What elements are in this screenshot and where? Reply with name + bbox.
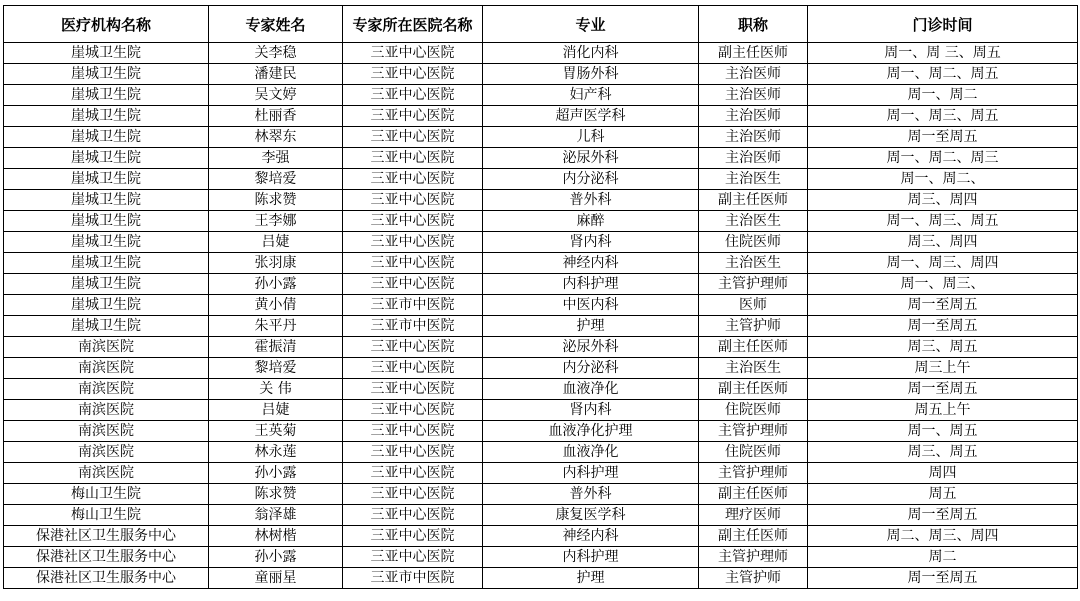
table-row: [4, 274, 1078, 295]
cell-specialty: 护理: [483, 568, 699, 589]
cell-expert-hospital: 三亚市中医院: [343, 295, 483, 316]
cell-expert-name: 童丽星: [209, 568, 343, 589]
cell-specialty: 胃肠外科: [483, 64, 699, 85]
cell-institution: 崖城卫生院: [4, 64, 209, 85]
cell-institution: 崖城卫生院: [4, 232, 209, 253]
cell-title: 副主任医师: [699, 379, 808, 400]
cell-specialty: 康复医学科: [483, 505, 699, 526]
table-row: [4, 190, 1078, 211]
cell-expert-hospital: 三亚中心医院: [343, 232, 483, 253]
cell-expert-name: 黄小倩: [209, 295, 343, 316]
cell-clinic-time: 周一、周三、: [808, 274, 1078, 295]
table-row: [4, 547, 1078, 568]
header-title: 职称: [699, 6, 808, 43]
cell-institution: 南滨医院: [4, 463, 209, 484]
cell-expert-hospital: 三亚中心医院: [343, 85, 483, 106]
cell-specialty: 内科护理: [483, 547, 699, 568]
table-row: [4, 379, 1078, 400]
cell-institution: 南滨医院: [4, 421, 209, 442]
cell-institution: 南滨医院: [4, 337, 209, 358]
cell-expert-name: 黎培爱: [209, 169, 343, 190]
cell-expert-name: 孙小露: [209, 463, 343, 484]
cell-specialty: 肾内科: [483, 400, 699, 421]
cell-clinic-time: 周二: [808, 547, 1078, 568]
cell-clinic-time: 周三、周四: [808, 190, 1078, 211]
cell-title: 主治医生: [699, 211, 808, 232]
cell-expert-hospital: 三亚中心医院: [343, 253, 483, 274]
cell-expert-hospital: 三亚中心医院: [343, 463, 483, 484]
cell-clinic-time: 周一至周五: [808, 127, 1078, 148]
cell-institution: 保港社区卫生服务中心: [4, 547, 209, 568]
cell-expert-name: 陈求赞: [209, 190, 343, 211]
cell-specialty: 内分泌科: [483, 169, 699, 190]
cell-expert-name: 霍振清: [209, 337, 343, 358]
cell-expert-hospital: 三亚中心医院: [343, 274, 483, 295]
cell-clinic-time: 周三、周五: [808, 442, 1078, 463]
header-row: [4, 6, 1078, 43]
cell-institution: 崖城卫生院: [4, 106, 209, 127]
cell-specialty: 内分泌科: [483, 358, 699, 379]
cell-expert-hospital: 三亚中心医院: [343, 505, 483, 526]
cell-expert-hospital: 三亚中心医院: [343, 526, 483, 547]
cell-expert-name: 李强: [209, 148, 343, 169]
table-row: [4, 463, 1078, 484]
cell-expert-hospital: 三亚中心医院: [343, 337, 483, 358]
cell-expert-hospital: 三亚中心医院: [343, 400, 483, 421]
table-row: [4, 64, 1078, 85]
cell-specialty: 麻醉: [483, 211, 699, 232]
cell-clinic-time: 周一、周五: [808, 421, 1078, 442]
cell-title: 副主任医师: [699, 337, 808, 358]
cell-institution: 崖城卫生院: [4, 148, 209, 169]
cell-specialty: 血液净化护理: [483, 421, 699, 442]
cell-expert-hospital: 三亚中心医院: [343, 421, 483, 442]
cell-expert-hospital: 三亚中心医院: [343, 43, 483, 64]
cell-specialty: 内科护理: [483, 274, 699, 295]
cell-expert-hospital: 三亚中心医院: [343, 148, 483, 169]
header-specialty: 专业: [483, 6, 699, 43]
table-row: [4, 211, 1078, 232]
cell-institution: 崖城卫生院: [4, 295, 209, 316]
cell-title: 主治医生: [699, 253, 808, 274]
cell-institution: 崖城卫生院: [4, 190, 209, 211]
cell-expert-hospital: 三亚市中医院: [343, 568, 483, 589]
cell-institution: 崖城卫生院: [4, 43, 209, 64]
cell-specialty: 血液净化: [483, 442, 699, 463]
header-clinic-time: 门诊时间: [808, 6, 1078, 43]
cell-specialty: 超声医学科: [483, 106, 699, 127]
cell-clinic-time: 周一、周二、周三: [808, 148, 1078, 169]
table-row: [4, 568, 1078, 589]
cell-title: 主治医师: [699, 85, 808, 106]
cell-title: 主管护理师: [699, 547, 808, 568]
cell-title: 理疗医师: [699, 505, 808, 526]
cell-expert-hospital: 三亚中心医院: [343, 358, 483, 379]
table-row: [4, 505, 1078, 526]
table-row: [4, 358, 1078, 379]
header-expert-name: 专家姓名: [209, 6, 343, 43]
cell-title: 主管护理师: [699, 421, 808, 442]
table-row: [4, 400, 1078, 421]
table-row: [4, 337, 1078, 358]
cell-institution: 崖城卫生院: [4, 211, 209, 232]
cell-expert-hospital: 三亚中心医院: [343, 547, 483, 568]
cell-institution: 保港社区卫生服务中心: [4, 568, 209, 589]
cell-specialty: 泌尿外科: [483, 148, 699, 169]
cell-title: 副主任医师: [699, 526, 808, 547]
cell-expert-hospital: 三亚中心医院: [343, 211, 483, 232]
cell-clinic-time: 周一至周五: [808, 379, 1078, 400]
cell-institution: 崖城卫生院: [4, 169, 209, 190]
cell-specialty: 神经内科: [483, 253, 699, 274]
cell-institution: 崖城卫生院: [4, 85, 209, 106]
table-row: [4, 148, 1078, 169]
table-row: [4, 421, 1078, 442]
cell-title: 医师: [699, 295, 808, 316]
cell-expert-name: 潘建民: [209, 64, 343, 85]
cell-title: 住院医师: [699, 232, 808, 253]
cell-institution: 南滨医院: [4, 400, 209, 421]
cell-clinic-time: 周一、周三、周四: [808, 253, 1078, 274]
cell-clinic-time: 周三、周四: [808, 232, 1078, 253]
cell-expert-name: 朱平丹: [209, 316, 343, 337]
table-row: [4, 85, 1078, 106]
cell-clinic-time: 周一、周三、周五: [808, 106, 1078, 127]
cell-specialty: 护理: [483, 316, 699, 337]
cell-specialty: 神经内科: [483, 526, 699, 547]
cell-institution: 南滨医院: [4, 358, 209, 379]
cell-title: 主治医生: [699, 169, 808, 190]
table-row: [4, 232, 1078, 253]
cell-clinic-time: 周一、周二、周五: [808, 64, 1078, 85]
cell-title: 主管护师: [699, 568, 808, 589]
cell-expert-name: 林永莲: [209, 442, 343, 463]
cell-clinic-time: 周一、周二: [808, 85, 1078, 106]
cell-specialty: 妇产科: [483, 85, 699, 106]
cell-expert-hospital: 三亚中心医院: [343, 379, 483, 400]
cell-title: 主治医师: [699, 106, 808, 127]
cell-institution: 梅山卫生院: [4, 505, 209, 526]
cell-clinic-time: 周一、周三、周五: [808, 211, 1078, 232]
cell-clinic-time: 周五上午: [808, 400, 1078, 421]
cell-expert-name: 吴文婷: [209, 85, 343, 106]
table-row: [4, 484, 1078, 505]
cell-specialty: 儿科: [483, 127, 699, 148]
table-row: [4, 253, 1078, 274]
cell-institution: 崖城卫生院: [4, 253, 209, 274]
cell-expert-name: 翁泽雄: [209, 505, 343, 526]
cell-expert-hospital: 三亚中心医院: [343, 169, 483, 190]
cell-expert-name: 吕婕: [209, 232, 343, 253]
cell-expert-hospital: 三亚中心医院: [343, 106, 483, 127]
cell-expert-hospital: 三亚中心医院: [343, 190, 483, 211]
header-expert-hospital: 专家所在医院名称: [343, 6, 483, 43]
cell-expert-name: 张羽康: [209, 253, 343, 274]
cell-expert-name: 林树楷: [209, 526, 343, 547]
cell-specialty: 普外科: [483, 484, 699, 505]
cell-institution: 保港社区卫生服务中心: [4, 526, 209, 547]
table-row: [4, 316, 1078, 337]
cell-specialty: 血液净化: [483, 379, 699, 400]
cell-institution: 梅山卫生院: [4, 484, 209, 505]
cell-specialty: 普外科: [483, 190, 699, 211]
table-row: [4, 127, 1078, 148]
cell-expert-name: 吕婕: [209, 400, 343, 421]
cell-specialty: 泌尿外科: [483, 337, 699, 358]
cell-clinic-time: 周一至周五: [808, 316, 1078, 337]
cell-clinic-time: 周三上午: [808, 358, 1078, 379]
cell-specialty: 中医内科: [483, 295, 699, 316]
table-row: [4, 442, 1078, 463]
cell-expert-name: 孙小露: [209, 274, 343, 295]
cell-clinic-time: 周三、周五: [808, 337, 1078, 358]
cell-title: 副主任医师: [699, 190, 808, 211]
table-row: [4, 106, 1078, 127]
table-row: [4, 43, 1078, 64]
cell-specialty: 消化内科: [483, 43, 699, 64]
cell-expert-name: 王英菊: [209, 421, 343, 442]
cell-expert-name: 黎培爱: [209, 358, 343, 379]
cell-expert-hospital: 三亚中心医院: [343, 127, 483, 148]
clinic-schedule-table: [3, 5, 1078, 589]
cell-expert-name: 陈求赞: [209, 484, 343, 505]
cell-clinic-time: 周四: [808, 463, 1078, 484]
header-institution: 医疗机构名称: [4, 6, 209, 43]
table-body: [4, 43, 1078, 589]
cell-title: 住院医师: [699, 442, 808, 463]
cell-clinic-time: 周一、周二、: [808, 169, 1078, 190]
cell-institution: 崖城卫生院: [4, 274, 209, 295]
cell-expert-name: 关李稳: [209, 43, 343, 64]
cell-expert-name: 王李娜: [209, 211, 343, 232]
cell-expert-hospital: 三亚中心医院: [343, 442, 483, 463]
cell-clinic-time: 周二、周三、周四: [808, 526, 1078, 547]
cell-title: 副主任医师: [699, 484, 808, 505]
cell-clinic-time: 周一至周五: [808, 505, 1078, 526]
cell-institution: 南滨医院: [4, 442, 209, 463]
cell-institution: 崖城卫生院: [4, 127, 209, 148]
cell-specialty: 内科护理: [483, 463, 699, 484]
cell-clinic-time: 周五: [808, 484, 1078, 505]
cell-expert-name: 林翠东: [209, 127, 343, 148]
cell-title: 住院医师: [699, 400, 808, 421]
cell-title: 主管护理师: [699, 463, 808, 484]
table-row: [4, 295, 1078, 316]
cell-expert-hospital: 三亚中心医院: [343, 64, 483, 85]
cell-title: 主治医师: [699, 127, 808, 148]
cell-clinic-time: 周一、周 三、周五: [808, 43, 1078, 64]
cell-title: 副主任医师: [699, 43, 808, 64]
cell-specialty: 肾内科: [483, 232, 699, 253]
cell-institution: 南滨医院: [4, 379, 209, 400]
cell-title: 主治医师: [699, 64, 808, 85]
cell-expert-hospital: 三亚市中医院: [343, 316, 483, 337]
cell-title: 主治医生: [699, 358, 808, 379]
cell-clinic-time: 周一至周五: [808, 295, 1078, 316]
cell-title: 主治医师: [699, 148, 808, 169]
cell-title: 主管护理师: [699, 274, 808, 295]
cell-institution: 崖城卫生院: [4, 316, 209, 337]
table-row: [4, 169, 1078, 190]
cell-clinic-time: 周一至周五: [808, 568, 1078, 589]
cell-expert-name: 孙小露: [209, 547, 343, 568]
cell-expert-name: 杜丽香: [209, 106, 343, 127]
cell-title: 主管护师: [699, 316, 808, 337]
cell-expert-hospital: 三亚中心医院: [343, 484, 483, 505]
cell-expert-name: 关 伟: [209, 379, 343, 400]
table-row: [4, 526, 1078, 547]
